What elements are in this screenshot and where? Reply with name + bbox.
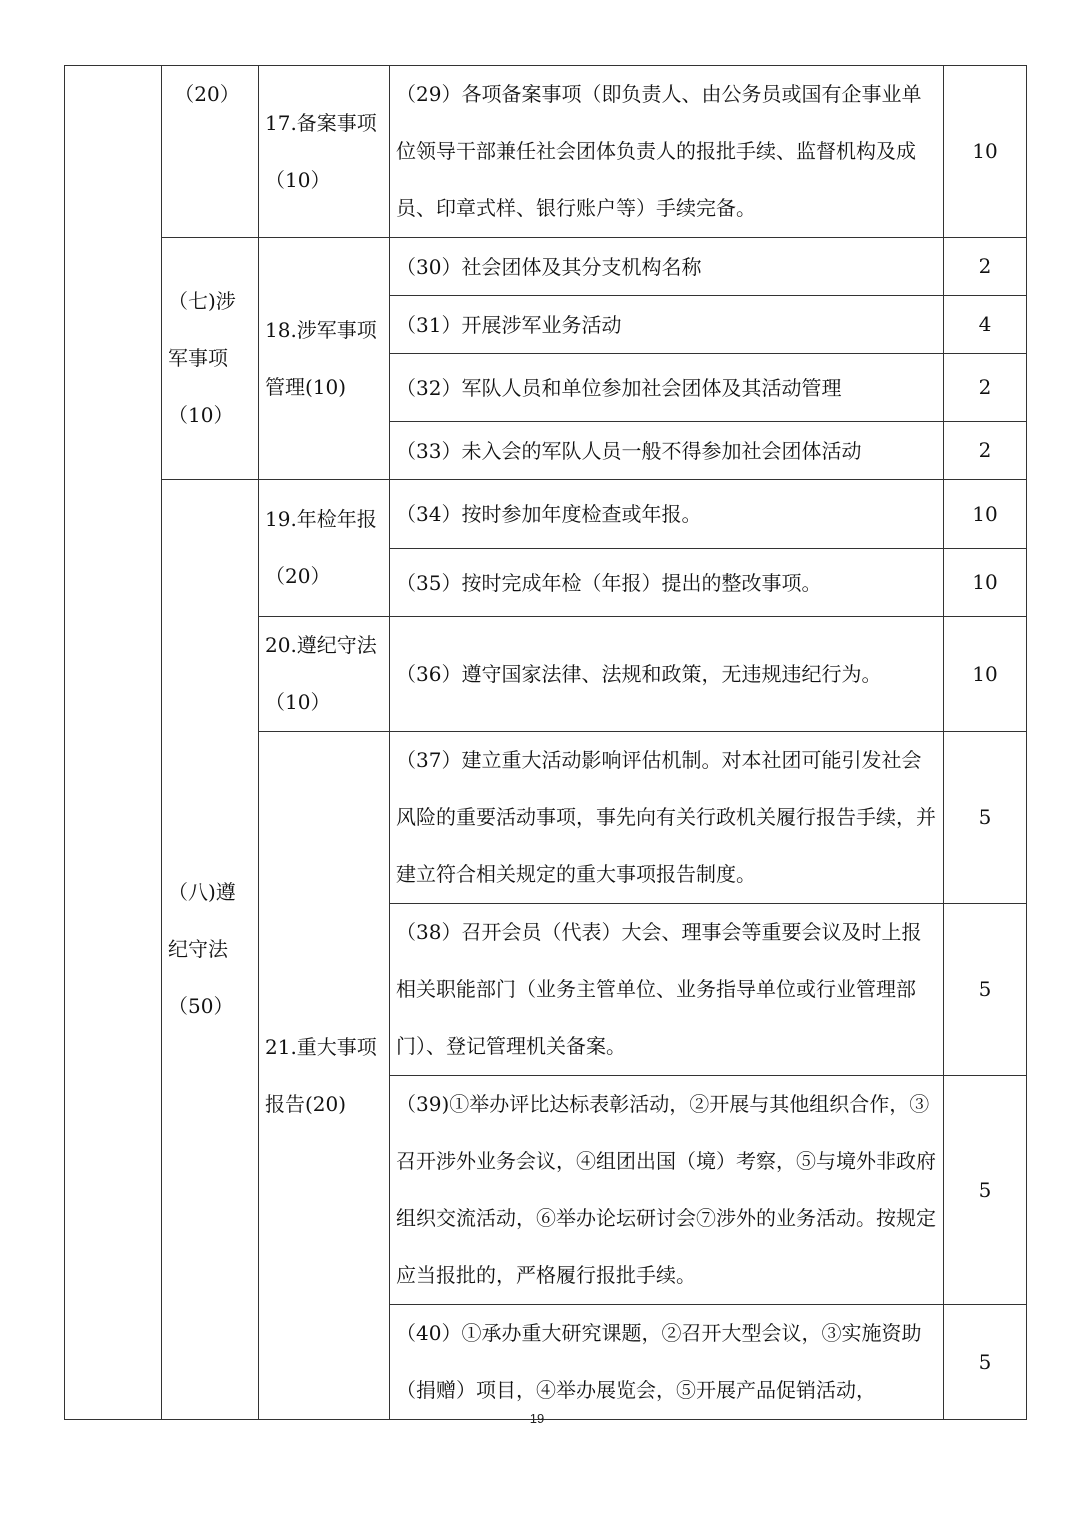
score-cell: 10 (944, 549, 1027, 617)
content-cell: （30）社会团体及其分支机构名称 (390, 238, 944, 296)
content-cell: （37）建立重大活动影响评估机制。对本社团可能引发社会风险的重要活动事项，事先向有关行政机关履行报告手续，并建立符合相关规定的重大事项报告制度。 (390, 732, 944, 904)
category-cell: （七)涉军事项（10） (162, 238, 259, 480)
score-cell: 5 (944, 1305, 1027, 1420)
table-row (65, 238, 1027, 296)
score-cell: 5 (944, 1076, 1027, 1305)
category-cell-blank (65, 66, 162, 1420)
content-cell: （35）按时完成年检（年报）提出的整改事项。 (390, 549, 944, 617)
item-cell: 21.重大事项报告(20) (259, 732, 390, 1420)
table-row (65, 66, 1027, 238)
content-cell: （39)①举办评比达标表彰活动，②开展与其他组织合作，③召开涉外业务会议，④组团出国（境）考察，⑤与境外非政府组织交流活动，⑥举办论坛研讨会⑦涉外的业务活动。按规定应当报批的，严格履行报批手续。 (390, 1076, 944, 1305)
page-number: 19 (529, 1411, 545, 1426)
content-cell: （34）按时参加年度检查或年报。 (390, 480, 944, 549)
evaluation-table (64, 65, 1027, 1420)
content-cell: （40）①承办重大研究课题，②召开大型会议，③实施资助（捐赠）项目，④举办展览会，⑤开展产品促销活动， (390, 1305, 944, 1420)
content-cell: （29）各项备案事项（即负责人、由公务员或国有企事业单位领导干部兼任社会团体负责人的报批手续、监督机构及成员、印章式样、银行账户等）手续完备。 (390, 66, 944, 238)
table-row (65, 480, 1027, 549)
score-cell: 10 (944, 66, 1027, 238)
content-cell: （31）开展涉军业务活动 (390, 296, 944, 354)
content-cell: （32）军队人员和单位参加社会团体及其活动管理 (390, 354, 944, 422)
score-cell: 10 (944, 480, 1027, 549)
score-cell: 5 (944, 904, 1027, 1076)
category-cell: （20） (162, 66, 259, 238)
score-cell: 2 (944, 238, 1027, 296)
content-cell: （38）召开会员（代表）大会、理事会等重要会议及时上报相关职能部门（业务主管单位、业务指导单位或行业管理部门）、登记管理机关备案。 (390, 904, 944, 1076)
item-cell: 17.备案事项（10） (259, 66, 390, 238)
item-cell: 20.遵纪守法（10） (259, 617, 390, 732)
score-cell: 10 (944, 617, 1027, 732)
content-cell: （36）遵守国家法律、法规和政策，无违规违纪行为。 (390, 617, 944, 732)
item-cell: 19.年检年报（20） (259, 480, 390, 617)
item-cell: 18.涉军事项管理(10) (259, 238, 390, 480)
score-cell: 4 (944, 296, 1027, 354)
score-cell: 5 (944, 732, 1027, 904)
content-cell: （33）未入会的军队人员一般不得参加社会团体活动 (390, 422, 944, 480)
score-cell: 2 (944, 354, 1027, 422)
category-cell: （八)遵纪守法（50） (162, 480, 259, 1420)
score-cell: 2 (944, 422, 1027, 480)
